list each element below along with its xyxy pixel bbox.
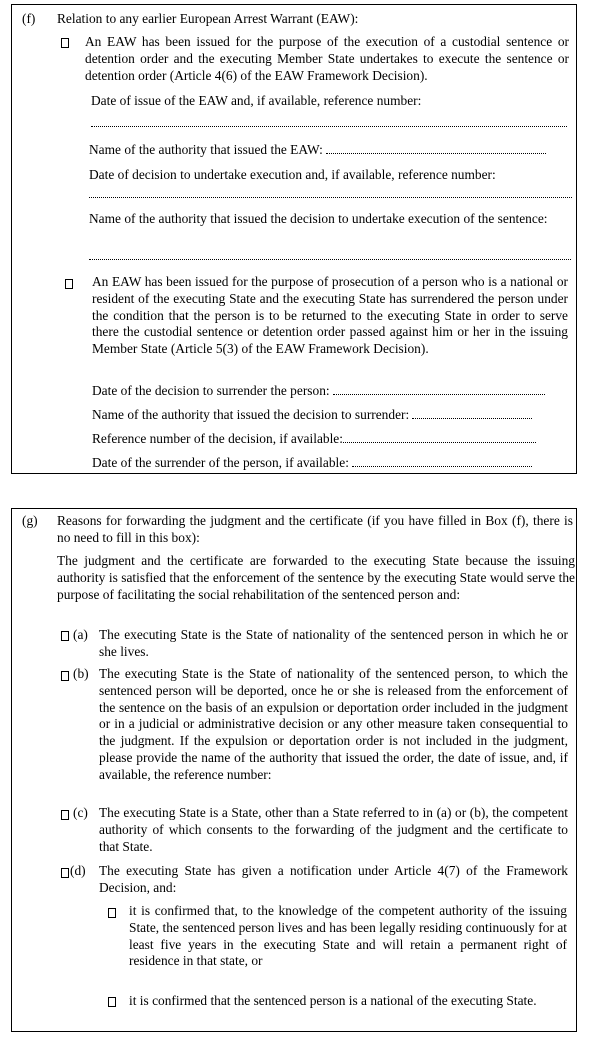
decision-reference-label: Reference number of the decision, if available: <box>92 431 536 448</box>
reason-a-text: The executing State is the State of nationality of the sentenced person in which he or she lives. <box>99 627 568 659</box>
box-f-heading: Relation to any earlier European Arrest Warrant (EAW): <box>57 11 359 26</box>
box-g-intro: The judgment and the certificate are forwarded to the executing State because the issuing authority is satisfied that the enforcement of the sentence by the executing State would serve the purpose of facilitating the social rehabilitation of the sentenced person and: <box>57 553 575 602</box>
box-f-relation-to-eaw <box>11 4 577 474</box>
surrender-decision-date-field[interactable] <box>333 384 545 395</box>
reason-d-text: The executing State has given a notification under Article 4(7) of the Framework Decision, and: <box>99 863 568 895</box>
surrender-date-field[interactable] <box>352 456 532 467</box>
reason-a-label: (a) <box>73 627 88 642</box>
eaw-issue-date-field[interactable] <box>91 126 567 127</box>
execution-decision-authority-label: Name of the authority that issued the decision to undertake execution of the sentence: <box>89 211 548 226</box>
reason-c-checkbox[interactable] <box>61 810 69 820</box>
box-g-reasons-for-forwarding <box>11 508 577 1032</box>
reason-a-checkbox[interactable] <box>61 631 69 641</box>
residence-confirmed-text: it is confirmed that, to the knowledge of the competent authority of the issuing State, the sentenced person lives and has been legally residing continuously for at least five years in the executing State and will retain a permanent right of residence in that state, or <box>129 903 567 969</box>
box-g-tag: (g) <box>22 513 38 528</box>
eaw-prosecution-checkbox[interactable] <box>65 279 73 289</box>
reason-b-text: The executing State is the State of nationality of the sentenced person, to which the sentenced person will be deported, once he or she is released from the enforcement of the sentence on the basis of an expulsion or deportation order included in the judgment or in a judicial or administrative decision or any other measure taken consequential to the judgment. If the expulsion or deportation order is not included in the judgment, please provide the name of the authority that issued the order, the date of issue, and, if available, the reference number: <box>99 666 568 782</box>
reason-d-label: (d) <box>70 863 86 878</box>
national-confirmed-checkbox[interactable] <box>108 997 116 1007</box>
reason-c-label: (c) <box>73 805 88 820</box>
reason-c-text: The executing State is a State, other than a State referred to in (a) or (b), the competent authority of which consents to the forwarding of the judgment and the certificate to that State. <box>99 805 568 854</box>
decision-reference-field[interactable] <box>343 432 536 443</box>
box-g-heading: Reasons for forwarding the judgment and the certificate (if you have filled in Box (f), there is no need to fill in this box): <box>57 513 573 545</box>
eaw-prosecution-option-text: An EAW has been issued for the purpose of prosecution of a person who is a national or resident of the executing State and the executing State has surrendered the person under the condition that the person is to be returned to the executing State in order to serve there the custodial sentence or detention order passed against him or her in the issuing Member State (Article 5(3) of the EAW Framework Decision). <box>92 274 568 357</box>
reason-b-checkbox[interactable] <box>61 671 69 681</box>
execution-decision-authority-field[interactable] <box>89 259 571 260</box>
residence-confirmed-checkbox[interactable] <box>108 908 116 918</box>
eaw-execution-option-text: An EAW has been issued for the purpose of the execution of a custodial sentence or detention order and the executing Member State undertakes to execute the sentence or detention order (Article 4(6) of the EAW Framework Decision). <box>85 34 569 83</box>
eaw-authority-label: Name of the authority that issued the EAW: <box>89 142 546 159</box>
national-confirmed-text: it is confirmed that the sentenced person is a national of the executing State. <box>129 993 537 1008</box>
surrender-decision-date-label: Date of the decision to surrender the person: <box>92 383 545 400</box>
box-f-tag: (f) <box>22 11 36 26</box>
eaw-authority-field[interactable] <box>326 143 546 154</box>
surrender-authority-label: Name of the authority that issued the decision to surrender: <box>92 407 532 424</box>
execution-decision-date-field[interactable] <box>89 197 572 198</box>
reason-d-checkbox[interactable] <box>61 868 69 878</box>
surrender-date-label: Date of the surrender of the person, if available: <box>92 455 532 472</box>
eaw-execution-checkbox[interactable] <box>61 38 69 48</box>
surrender-authority-field[interactable] <box>412 408 532 419</box>
eaw-issue-date-label: Date of issue of the EAW and, if available, reference number: <box>91 93 422 108</box>
reason-b-label: (b) <box>73 666 89 681</box>
execution-decision-date-label: Date of decision to undertake execution and, if available, reference number: <box>89 167 496 182</box>
